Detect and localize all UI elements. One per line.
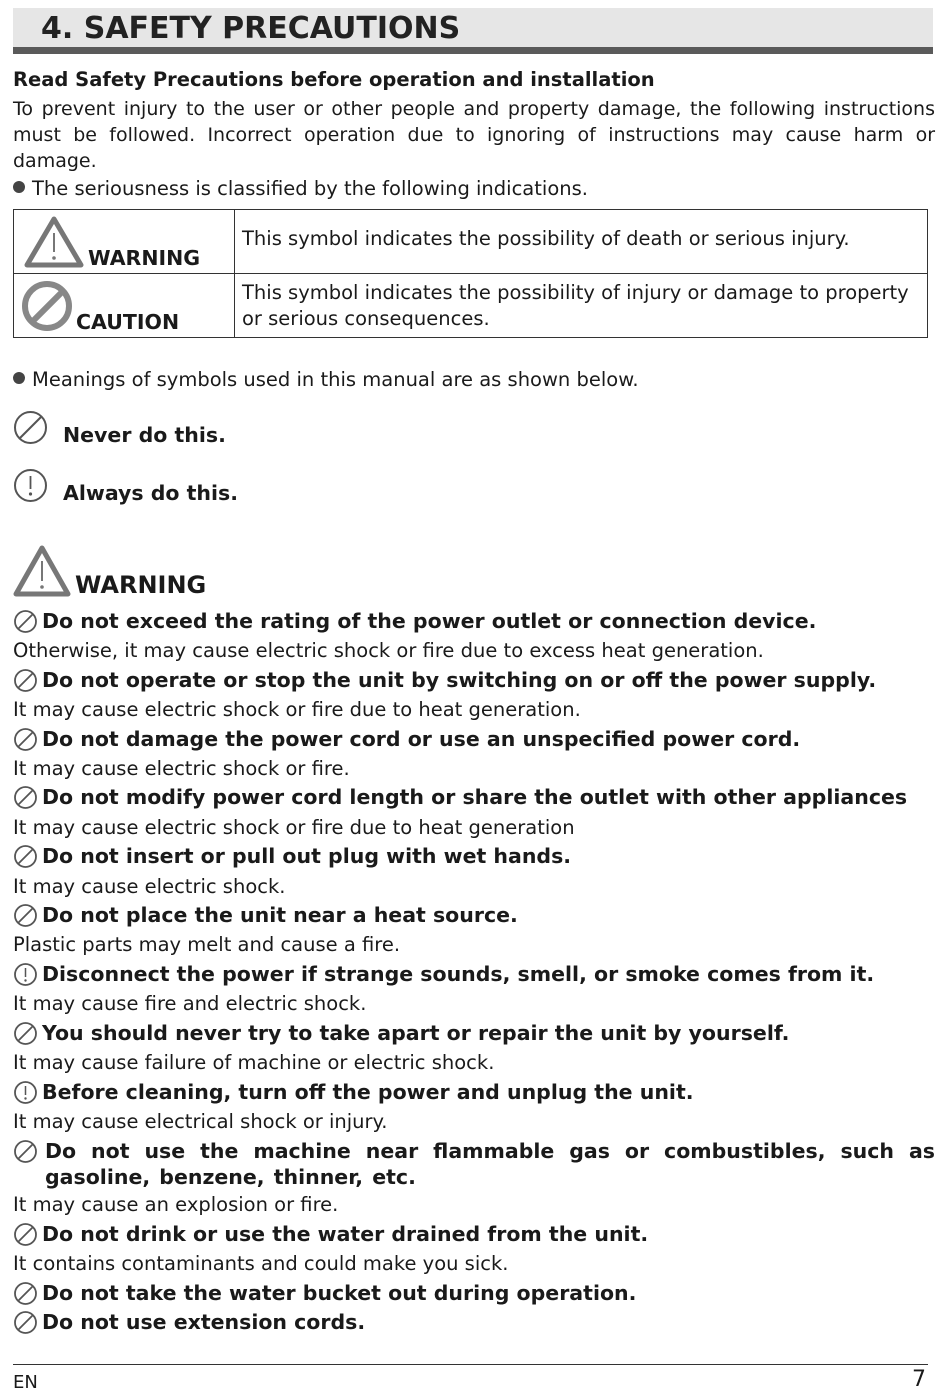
prohibited-icon [13, 844, 38, 869]
rule-title: Do not insert or pull out plug with wet hands. [13, 842, 935, 871]
warning-triangle-icon [24, 216, 84, 268]
rule-text: It may cause electric shock. [13, 874, 286, 898]
page-title: 4. SAFETY PRECAUTIONS [41, 11, 461, 46]
warning-section-title: WARNING [75, 571, 207, 599]
bullet-seriousness [13, 177, 588, 200]
rule-text: Otherwise, it may cause electric shock or fire due to excess heat generation. [13, 639, 764, 663]
prohibited-icon [13, 1310, 38, 1335]
bullet-symbols [13, 368, 639, 391]
rule-text: It may cause electric shock or fire due to heat generation. [13, 698, 581, 722]
warning-symbol-cell [14, 210, 235, 274]
intro-heading: Read Safety Precautions before operation and installation [13, 68, 655, 91]
prohibited-icon [13, 410, 48, 445]
rule-title: Do not place the unit near a heat source. [13, 901, 935, 930]
warning-description: This symbol indicates the possibility of death or serious injury. [235, 210, 928, 274]
warning-section-header [13, 545, 313, 597]
rule-title: Do not damage the power cord or use an unspecified power cord. [13, 725, 935, 754]
legend-always-text: Always do this. [63, 481, 239, 505]
rule-title: Do not use extension cords. [13, 1308, 935, 1337]
rule-title: Do not use the machine near flammable gas or combustibles, such as gasoline, benzene, thinner, etc. [13, 1136, 935, 1190]
prohibited-icon [13, 609, 38, 634]
bullet-text: The seriousness is classified by the following indications. [32, 177, 588, 200]
bullet-icon [13, 372, 25, 384]
footer-language: EN [13, 1372, 38, 1393]
rule-title: Disconnect the power if strange sounds, smell, or smoke comes from it. [13, 960, 935, 989]
prohibited-icon [13, 1021, 38, 1046]
warning-triangle-icon [13, 545, 71, 597]
rule-title: Before cleaning, turn off the power and unplug the unit. [13, 1078, 935, 1107]
table-row [14, 274, 928, 338]
rule-title: Do not take the water bucket out during operation. [13, 1279, 935, 1308]
warning-label: WARNING [88, 246, 201, 270]
prohibited-icon [13, 903, 38, 928]
rule-title: Do not operate or stop the unit by switching on or off the power supply. [13, 666, 935, 695]
prohibited-icon [13, 785, 38, 810]
legend-never-text: Never do this. [63, 423, 226, 447]
caution-symbol-cell [14, 274, 235, 338]
rule-text: It may cause electrical shock or injury. [13, 1109, 388, 1133]
table-row [14, 210, 928, 274]
bullet-icon [13, 181, 25, 193]
section-header [13, 8, 933, 54]
page-number: 7 [912, 1367, 926, 1392]
bullet-text: Meanings of symbols used in this manual are as shown below. [32, 368, 639, 391]
classification-table [13, 209, 928, 338]
rule-title: Do not drink or use the water drained from the unit. [13, 1220, 935, 1249]
footer-divider [13, 1364, 928, 1365]
mandatory-icon [13, 962, 38, 987]
rule-title: Do not exceed the rating of the power outlet or connection device. [13, 607, 935, 636]
prohibited-icon [13, 1281, 38, 1306]
prohibited-icon [13, 1222, 38, 1247]
caution-label: CAUTION [76, 310, 180, 334]
rule-title: Do not modify power cord length or share the outlet with other appliances [13, 783, 935, 812]
rule-text: It contains contaminants and could make you sick. [13, 1252, 509, 1276]
mandatory-icon [13, 468, 48, 503]
rule-text: It may cause fire and electric shock. [13, 992, 367, 1016]
intro-text: To prevent injury to the user or other people and property damage, the following instructions must be followed. Incorrect operation due to ignoring of instructions may cause harm or damage. [13, 98, 935, 172]
mandatory-icon [13, 1080, 38, 1105]
prohibited-icon [13, 1139, 38, 1164]
caution-description: This symbol indicates the possibility of injury or damage to property or serious consequences. [235, 274, 928, 338]
warning-rules-list [13, 607, 935, 1337]
rule-text: Plastic parts may melt and cause a fire. [13, 933, 401, 957]
prohibited-icon [13, 668, 38, 693]
rule-title: You should never try to take apart or repair the unit by yourself. [13, 1019, 935, 1048]
rule-text: It may cause failure of machine or electric shock. [13, 1051, 495, 1075]
rule-text: It may cause electric shock or fire due to heat generation [13, 815, 575, 839]
prohibited-icon [20, 279, 74, 333]
prohibited-icon [13, 727, 38, 752]
rule-text: It may cause electric shock or fire. [13, 757, 350, 781]
rule-text: It may cause an explosion or fire. [13, 1193, 339, 1217]
